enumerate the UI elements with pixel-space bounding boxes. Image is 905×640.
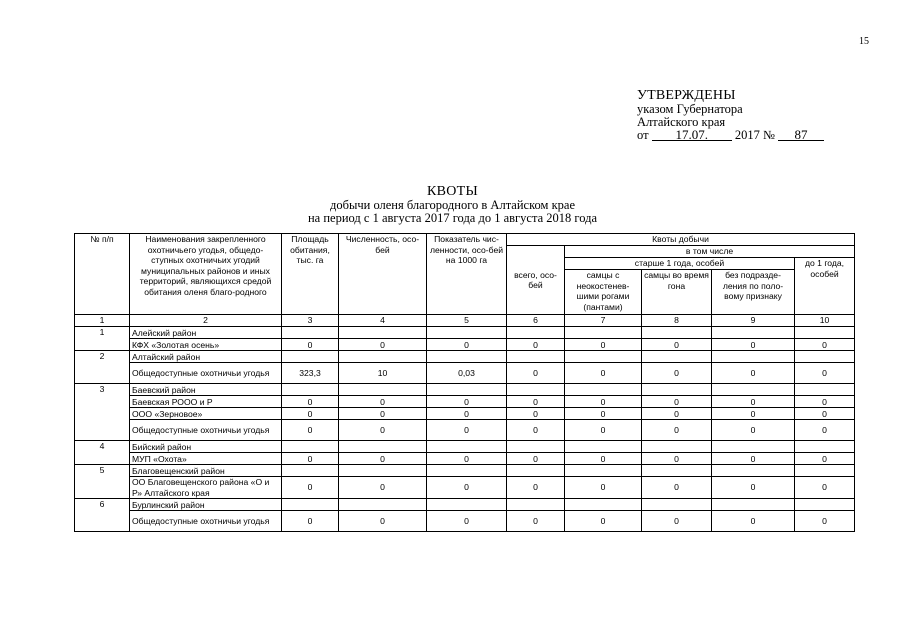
header-under1: до 1 года, особей: [795, 258, 855, 315]
district-row: [75, 499, 855, 511]
title-line-2: на период с 1 августа 2017 года до 1 августа 2018 года: [307, 211, 597, 225]
hunting-ground-name: Общедоступные охотничьи угодья: [130, 511, 282, 532]
value-cell: 0: [282, 396, 339, 408]
empty-cell: [712, 499, 795, 511]
value-cell: 0: [427, 396, 507, 408]
district-name: Баевский район: [130, 384, 282, 396]
empty-cell: [427, 499, 507, 511]
header-older: старше 1 года, особей: [565, 258, 795, 270]
header-total: всего, осо-бей: [507, 246, 565, 315]
approval-year-label: 2017 №: [734, 128, 775, 142]
value-cell: 0: [427, 339, 507, 351]
column-number: 2: [130, 315, 282, 327]
approval-line-1: указом Губернатора: [637, 102, 743, 116]
empty-cell: [339, 465, 427, 477]
page-number: 15: [859, 36, 869, 47]
empty-cell: [795, 499, 855, 511]
empty-cell: [507, 499, 565, 511]
value-cell: 0: [507, 477, 565, 499]
value-cell: 0: [642, 511, 712, 532]
column-number: 8: [642, 315, 712, 327]
value-cell: 0: [795, 408, 855, 420]
empty-cell: [339, 351, 427, 363]
empty-cell: [339, 384, 427, 396]
empty-cell: [282, 384, 339, 396]
value-cell: 0: [507, 396, 565, 408]
empty-cell: [507, 384, 565, 396]
title-line-1: добычи оленя благородного в Алтайском крае: [329, 197, 576, 212]
empty-cell: [565, 499, 642, 511]
header-males-horns: самцы с неокостенев-шими рогами (пантами): [565, 270, 642, 315]
empty-cell: [427, 465, 507, 477]
district-name: Алейский район: [130, 327, 282, 339]
value-cell: 0: [712, 511, 795, 532]
value-cell: 0: [282, 477, 339, 499]
value-cell: 0: [795, 339, 855, 351]
value-cell: 0: [339, 511, 427, 532]
empty-cell: [795, 441, 855, 453]
value-cell: 0: [565, 408, 642, 420]
empty-cell: [282, 465, 339, 477]
empty-cell: [339, 327, 427, 339]
value-cell: 0: [642, 363, 712, 384]
value-cell: 0: [795, 453, 855, 465]
empty-cell: [565, 441, 642, 453]
header-males-rut: самцы во время гона: [642, 270, 712, 315]
value-cell: 0: [565, 396, 642, 408]
value-cell: 0: [795, 420, 855, 441]
value-cell: 0: [712, 453, 795, 465]
table-row: [75, 420, 855, 441]
empty-cell: [712, 327, 795, 339]
value-cell: 0: [795, 363, 855, 384]
empty-cell: [507, 327, 565, 339]
value-cell: 0: [642, 408, 712, 420]
empty-cell: [282, 441, 339, 453]
hunting-ground-name: ОО Благовещенского района «О и Р» Алтайского края: [130, 477, 282, 499]
district-name: Бийский район: [130, 441, 282, 453]
empty-cell: [282, 351, 339, 363]
district-row: [75, 327, 855, 339]
header-name: Наименования закрепленного охотничьего угодья, общедо-ступных охотничьих угодий муниципальных районов и иных территорий, являющихся средой обитания оленя благо-родного: [130, 234, 282, 315]
header-count: Численность, осо-бей: [339, 234, 427, 315]
empty-cell: [507, 465, 565, 477]
empty-cell: [795, 351, 855, 363]
approval-date-line: [637, 129, 824, 142]
empty-cell: [507, 351, 565, 363]
empty-cell: [427, 351, 507, 363]
row-number: 4: [75, 441, 130, 465]
value-cell: 0: [339, 396, 427, 408]
approval-heading: УТВЕРЖДЕНЫ: [637, 88, 736, 103]
value-cell: 0: [565, 363, 642, 384]
empty-cell: [507, 441, 565, 453]
value-cell: 0: [642, 453, 712, 465]
district-name: Благовещенский район: [130, 465, 282, 477]
district-name: Бурлинский район: [130, 499, 282, 511]
value-cell: 0: [427, 420, 507, 441]
approval-date: 17.07.: [652, 129, 732, 141]
value-cell: 0: [339, 420, 427, 441]
value-cell: 0: [282, 453, 339, 465]
value-cell: 0: [712, 363, 795, 384]
empty-cell: [712, 351, 795, 363]
quota-table: [74, 233, 855, 532]
document-title: [0, 185, 905, 226]
hunting-ground-name: Общедоступные охотничьи угодья: [130, 363, 282, 384]
value-cell: 0: [642, 396, 712, 408]
district-name: Алтайский район: [130, 351, 282, 363]
district-row: [75, 465, 855, 477]
value-cell: 10: [339, 363, 427, 384]
value-cell: 0: [339, 453, 427, 465]
quota-table-body: [75, 327, 855, 532]
value-cell: 0: [282, 408, 339, 420]
empty-cell: [642, 351, 712, 363]
table-row: [75, 511, 855, 532]
approval-stamp: [637, 89, 824, 142]
empty-cell: [282, 327, 339, 339]
empty-cell: [642, 465, 712, 477]
table-row: [75, 396, 855, 408]
empty-cell: [427, 327, 507, 339]
title-main: КВОТЫ: [426, 184, 479, 199]
hunting-ground-name: Баевская РООО и Р: [130, 396, 282, 408]
empty-cell: [712, 384, 795, 396]
hunting-ground-name: КФХ «Золотая осень»: [130, 339, 282, 351]
hunting-ground-name: ООО «Зерновое»: [130, 408, 282, 420]
empty-cell: [795, 384, 855, 396]
value-cell: 0: [712, 420, 795, 441]
header-density: Показатель чис-ленности, осо-бей на 1000 га: [427, 234, 507, 315]
header-area: Площадь обитания, тыс. га: [282, 234, 339, 315]
column-number: 5: [427, 315, 507, 327]
table-row: [75, 408, 855, 420]
value-cell: 0: [507, 363, 565, 384]
empty-cell: [339, 499, 427, 511]
value-cell: 0: [507, 339, 565, 351]
header-no-sex: без подразде-ления по поло-вому признаку: [712, 270, 795, 315]
value-cell: 0: [565, 420, 642, 441]
empty-cell: [427, 384, 507, 396]
empty-cell: [565, 327, 642, 339]
row-number: 3: [75, 384, 130, 441]
header-num: № п/п: [75, 234, 130, 315]
approval-from-label: от: [637, 128, 649, 142]
value-cell: 0: [642, 420, 712, 441]
empty-cell: [642, 499, 712, 511]
value-cell: 0: [565, 477, 642, 499]
value-cell: 0: [427, 511, 507, 532]
value-cell: 0: [795, 396, 855, 408]
value-cell: 0: [282, 339, 339, 351]
value-cell: 0: [565, 511, 642, 532]
row-number: 2: [75, 351, 130, 384]
column-number: 1: [75, 315, 130, 327]
empty-cell: [565, 465, 642, 477]
value-cell: 0: [282, 420, 339, 441]
value-cell: 0: [339, 408, 427, 420]
district-row: [75, 441, 855, 453]
empty-cell: [642, 441, 712, 453]
table-row: [75, 363, 855, 384]
value-cell: 0: [282, 511, 339, 532]
district-row: [75, 384, 855, 396]
value-cell: 0: [427, 477, 507, 499]
value-cell: 0: [339, 339, 427, 351]
table-row: [75, 477, 855, 499]
empty-cell: [712, 441, 795, 453]
value-cell: 0: [507, 511, 565, 532]
value-cell: 0: [507, 408, 565, 420]
empty-cell: [642, 327, 712, 339]
value-cell: 0: [712, 396, 795, 408]
column-number: 7: [565, 315, 642, 327]
approval-line-2: Алтайского края: [637, 115, 726, 129]
empty-cell: [642, 384, 712, 396]
value-cell: 0: [565, 453, 642, 465]
empty-cell: [427, 441, 507, 453]
empty-cell: [282, 499, 339, 511]
column-number: 10: [795, 315, 855, 327]
row-number: 6: [75, 499, 130, 532]
hunting-ground-name: Общедоступные охотничьи угодья: [130, 420, 282, 441]
empty-cell: [339, 441, 427, 453]
approval-number: 87: [778, 129, 824, 141]
column-number: 6: [507, 315, 565, 327]
value-cell: 0: [712, 408, 795, 420]
column-number: 4: [339, 315, 427, 327]
value-cell: 0: [565, 339, 642, 351]
column-number: 9: [712, 315, 795, 327]
value-cell: 0: [795, 477, 855, 499]
value-cell: 323,3: [282, 363, 339, 384]
value-cell: 0: [507, 453, 565, 465]
empty-cell: [565, 384, 642, 396]
value-cell: 0,03: [427, 363, 507, 384]
empty-cell: [565, 351, 642, 363]
header-including: в том числе: [565, 246, 855, 258]
row-number: 1: [75, 327, 130, 351]
empty-cell: [795, 465, 855, 477]
hunting-ground-name: МУП «Охота»: [130, 453, 282, 465]
empty-cell: [712, 465, 795, 477]
header-quota: Квоты добычи: [507, 234, 855, 246]
value-cell: 0: [427, 408, 507, 420]
table-row: [75, 339, 855, 351]
district-row: [75, 351, 855, 363]
value-cell: 0: [712, 477, 795, 499]
value-cell: 0: [427, 453, 507, 465]
value-cell: 0: [642, 339, 712, 351]
value-cell: 0: [642, 477, 712, 499]
value-cell: 0: [507, 420, 565, 441]
table-row: [75, 453, 855, 465]
value-cell: 0: [712, 339, 795, 351]
value-cell: 0: [339, 477, 427, 499]
value-cell: 0: [795, 511, 855, 532]
column-number: 3: [282, 315, 339, 327]
column-number-row: [75, 315, 855, 327]
row-number: 5: [75, 465, 130, 499]
empty-cell: [795, 327, 855, 339]
